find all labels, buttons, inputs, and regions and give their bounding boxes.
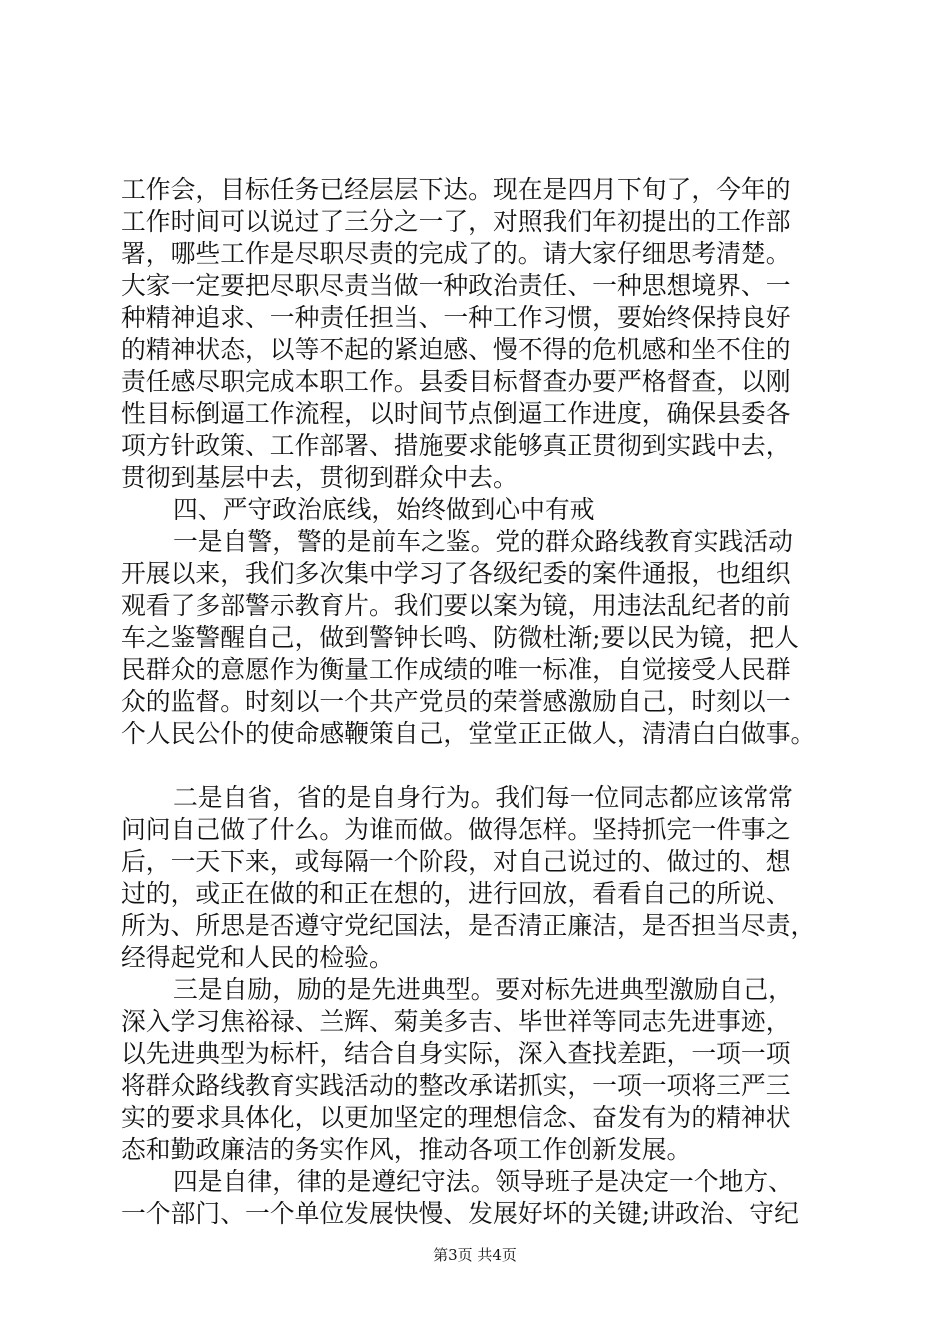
text-line: 后，一天下来，或每隔一个阶段，对自己说过的、做过的、想 [121,847,791,876]
paragraph-first-line: 四是自律，律的是遵纪守法。领导班子是决定一个地方、 [173,1167,793,1196]
paragraph-first-line: 二是自省，省的是自身行为。我们每一位同志都应该常常 [173,783,793,812]
paragraph-first-line: 一是自警，警的是前车之鉴。党的群众路线教育实践活动 [173,527,793,556]
text-line: 署，哪些工作是尽职尽责的完成了的。请大家仔细思考清楚。 [121,239,791,268]
text-line: 过的，或正在做的和正在想的，进行回放，看看自己的所说、 [121,879,791,908]
text-line: 工作会，目标任务已经层层下达。现在是四月下旬了，今年的 [121,175,791,204]
section-heading: 四、严守政治底线，始终做到心中有戒 [173,495,595,524]
text-line: 众的监督。时刻以一个共产党员的荣誉感激励自己，时刻以一 [121,687,791,716]
text-line: 的精神状态，以等不起的紧迫感、慢不得的危机感和坐不住的 [121,335,791,364]
text-line: 观看了多部警示教育片。我们要以案为镜，用违法乱纪者的前 [121,591,791,620]
text-line: 贯彻到基层中去，贯彻到群众中去。 [121,463,518,492]
text-line: 经得起党和人民的检验。 [121,943,394,972]
text-line: 开展以来，我们多次集中学习了各级纪委的案件通报，也组织 [121,559,791,588]
text-line: 个人民公仆的使命感鞭策自己，堂堂正正做人，清清白白做事。 [121,719,816,748]
text-line: 态和勤政廉洁的务实作风，推动各项工作创新发展。 [121,1135,692,1164]
page-number-footer: 第3页 共4页 [433,1246,517,1264]
text-line: 所为、所思是否遵守党纪国法，是否清正廉洁，是否担当尽责， [121,911,816,940]
text-line: 项方针政策、工作部署、措施要求能够真正贯彻到实践中去， [121,431,791,460]
text-line: 深入学习焦裕禄、兰辉、菊美多吉、毕世祥等同志先进事迹， [121,1007,791,1036]
document-body [121,174,841,1230]
text-line: 以先进典型为标杆，结合自身实际，深入查找差距，一项一项 [121,1039,791,1068]
text-line: 责任感尽职完成本职工作。县委目标督查办要严格督查，以刚 [121,367,791,396]
paragraph-first-line: 三是自励，励的是先进典型。要对标先进典型激励自己， [173,975,793,1004]
text-line: 将群众路线教育实践活动的整改承诺抓实，一项一项将三严三 [121,1071,791,1100]
text-line: 性目标倒逼工作流程，以时间节点倒逼工作进度，确保县委各 [121,399,791,428]
text-line: 工作时间可以说过了三分之一了，对照我们年初提出的工作部 [121,207,791,236]
text-line: 大家一定要把尽职尽责当做一种政治责任、一种思想境界、一 [121,271,791,300]
text-line: 问问自己做了什么。为谁而做。做得怎样。坚持抓完一件事之 [121,815,791,844]
text-line: 实的要求具体化，以更加坚定的理想信念、奋发有为的精神状 [121,1103,791,1132]
paragraph-gap [121,750,841,782]
text-line: 车之鉴警醒自己，做到警钟长鸣、防微杜渐;要以民为镜，把人 [121,623,799,652]
text-line: 一个部门、一个单位发展快慢、发展好坏的关键;讲政治、守纪 [121,1199,799,1228]
text-line: 种精神追求、一种责任担当、一种工作习惯，要始终保持良好 [121,303,791,332]
text-line: 民群众的意愿作为衡量工作成绩的唯一标准，自觉接受人民群 [121,655,791,684]
